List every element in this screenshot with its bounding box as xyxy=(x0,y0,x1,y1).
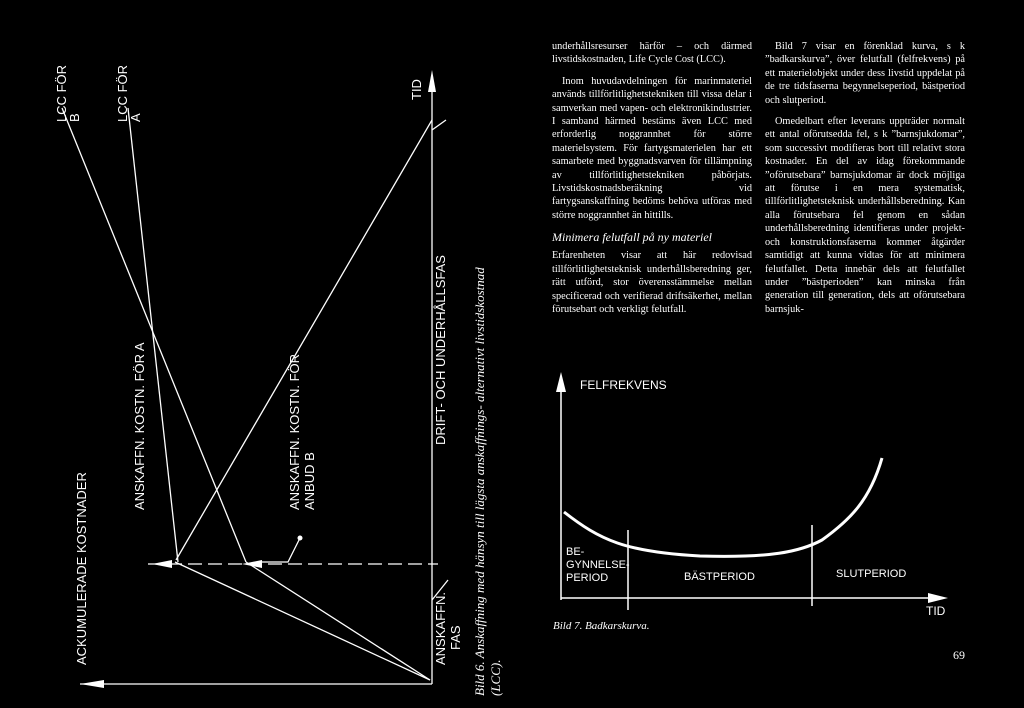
end-period-label: SLUTPERIOD xyxy=(836,568,907,580)
lcc-a-label: LCC FÖR A xyxy=(115,64,143,122)
begin-period-line-1: BE- xyxy=(566,546,585,558)
anskaffn-b-label-2: ANBUD B xyxy=(302,452,317,510)
tid-label: TID xyxy=(409,79,424,100)
paragraph: underhållsresurser härför – och därmed livstidskostnaden, Life Cycle Cost (LCC). xyxy=(552,41,752,66)
anskaffn-phase-label-1: ANSKAFFN. xyxy=(433,592,448,665)
begin-period-label xyxy=(566,546,630,585)
figure-6-caption: Bild 6. Anskaffning med hänsyn till lägsta anskaffnings- alternativt livstidskostnad xyxy=(472,267,487,696)
anskaffn-phase-label-2: FAS xyxy=(448,625,463,650)
figure-6-caption-2: (LCC). xyxy=(488,659,503,696)
best-period-label: BÄSTPERIOD xyxy=(684,571,755,583)
drift-phase-label: DRIFT- OCH UNDERHÅLLSFAS xyxy=(433,255,448,445)
lcc-b-label: LCC FÖR B xyxy=(54,64,82,122)
fig7-arrow-up xyxy=(556,372,566,392)
begin-period-line-3: PERIOD xyxy=(566,572,609,584)
felfrekvens-label: FELFREKVENS xyxy=(580,378,667,392)
fig7-arrow-right xyxy=(928,593,948,603)
anskaffn-b-label-1: ANSKAFFN. KOSTN. FÖR xyxy=(287,353,302,510)
paragraph: Erfarenheten visar att här redovisad tillförlitlighetsteknisk underhållsberedning ger, rätt utförd, stor överensstämmelse mellan specificerad och verifierad driftsäkerhet, mellan förutsebart och verkligt felutfall. xyxy=(552,250,752,315)
page-number: 69 xyxy=(953,648,965,662)
tid-axis-label: TID xyxy=(926,604,946,618)
paragraph: Bild 7 visar en förenklad kurva, s k ”badkarskurva”, över felutfall (felfrekvens) på ett materielobjekt under dess livstid uppdelat på de tre tidsfaserna begynnelseperiod, bästperiod och slutperiod. xyxy=(765,41,965,106)
figure-7-caption: Bild 7. Badkarskurva. xyxy=(553,620,650,632)
paragraph: Omedelbart efter leverans uppträder normalt ett antal oförutsedda fel, s k ”barnsjukdomar”, som successivt modifieras bort till relativt stora kostnader. En del av idag förekommande ”oförutsebara” barnsjukdomar är dock möjliga att förutse i en mera systematisk, tillförlitlighetsteknisk underhållsberedning. Kan alla förutsebara fel genom en sådan underhållsberedning identifieras under projekt- och konstruktionsfaserna kommer åtgärder samtidigt att kunna vidtas för att minimera felutfallet. Detta innebär dels att felutfallet under ”bästperioden” kan minska från generation till generation, dels att oförutsebara barnsjuk- xyxy=(765,116,965,315)
begin-period-line-2: GYNNELSE- xyxy=(566,559,630,571)
paragraph: Inom huvudavdelningen för marinmateriel används tillförlitlighetstekniken till vissa delar i samverkan med vapen- och elektronikindustrier. I samband härmed bestäms även LCC med erforderlig noggrannhet för större materielsystem. För fartygsmaterielen har ett samarbete med byggnadsvarven för tillämpning av tillförlitlighetstekniken påbörjats. Livstidskostnadsberäkning vid fartygsanskaffning bedöms behöva utföras med större noggrannhet än hittills. xyxy=(552,75,752,221)
y-axis-label: ACKUMULERADE KOSTNADER xyxy=(74,472,89,665)
bathtub-curve xyxy=(564,458,882,556)
anskaffn-a-label: ANSKAFFN. KOSTN. FÖR A xyxy=(132,342,147,510)
section-heading: Minimera felutfall på ny materiel xyxy=(552,230,712,245)
